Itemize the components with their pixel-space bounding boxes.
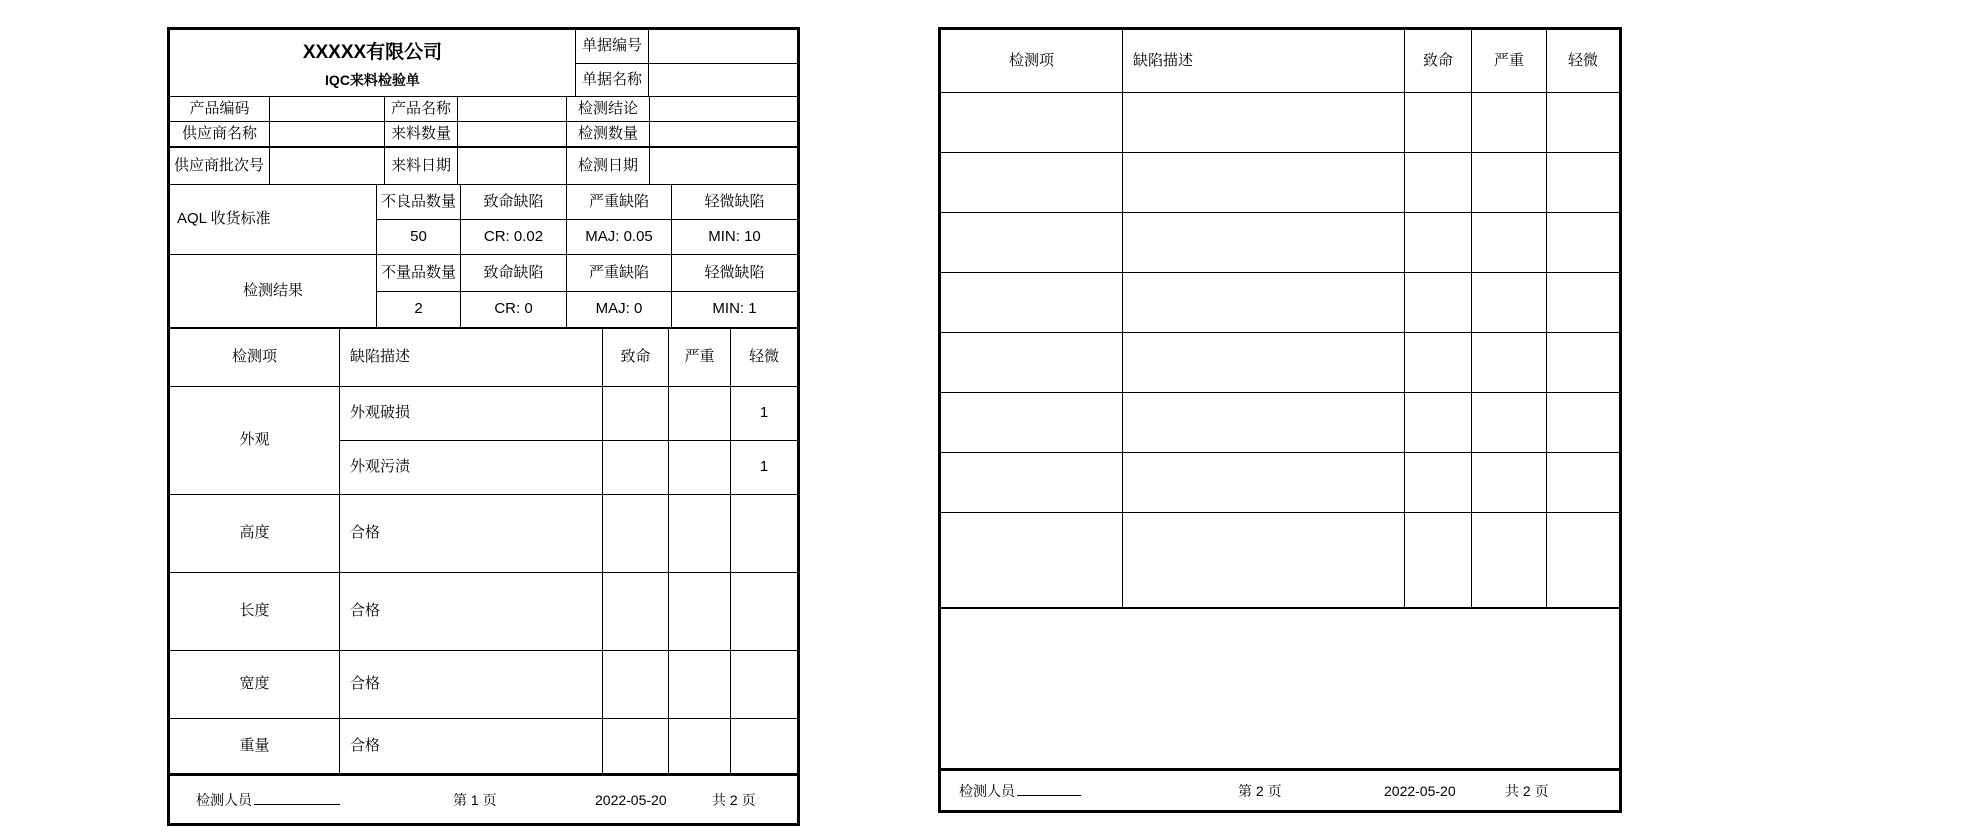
empty-item-cell [941, 213, 1123, 272]
empty-major-cell [1472, 213, 1547, 272]
incoming-date-label: 来料日期 [385, 148, 458, 184]
empty-item-cell [941, 153, 1123, 212]
critical-count [603, 495, 669, 572]
result-minor-value: MIN: 1 [712, 300, 757, 317]
inspect-conclusion-value [650, 97, 797, 121]
incoming-qty-label: 来料数量 [385, 122, 458, 146]
empty-critical-cell [1405, 393, 1472, 452]
form-title: IQC来料检验单 [325, 71, 420, 88]
major-count [669, 387, 731, 440]
product-name-value [458, 97, 567, 121]
empty-minor-cell [1547, 93, 1619, 152]
inspect-conclusion-label: 检测结论 [567, 97, 650, 121]
inspect-date-value [650, 148, 797, 184]
critical-count [603, 441, 669, 494]
page-number: 第 1 页 [453, 791, 497, 808]
page-number: 第 2 页 [1238, 782, 1282, 799]
doc-no-label: 单据编号 [576, 30, 649, 63]
aql-minor-value: MIN: 10 [708, 227, 761, 245]
result-defect-qty-header: 不量品数量 [377, 255, 461, 291]
defect-desc: 合格 [340, 719, 603, 773]
detail-header-minor: 轻微 [748, 348, 779, 366]
detail-header-row [941, 30, 1619, 93]
signature-line [254, 791, 340, 804]
footer-date: 2022-05-20 [1384, 782, 1456, 799]
empty-item-cell [941, 393, 1123, 452]
minor-count [731, 573, 797, 650]
result-section [170, 255, 797, 329]
result-major-header: 严重缺陷 [567, 255, 672, 291]
minor-count: 1 [759, 458, 769, 476]
empty-desc-cell [1123, 393, 1405, 452]
total-pages: 共 2 页 [712, 791, 756, 808]
major-count [669, 495, 731, 572]
empty-major-cell [1472, 93, 1547, 152]
detail-header-row [170, 329, 797, 387]
detail-group-weight [170, 719, 797, 773]
empty-desc-cell [1123, 453, 1405, 512]
product-code-value [270, 97, 385, 121]
inspect-qty-value [650, 122, 797, 146]
inspector-signature [196, 790, 340, 810]
table-row [941, 273, 1619, 333]
defect-desc: 合格 [340, 573, 603, 650]
empty-minor-cell [1547, 513, 1619, 607]
detail-header-major: 严重 [669, 329, 731, 386]
inspect-qty-label: 检测数量 [567, 122, 650, 146]
table-row [941, 213, 1619, 273]
aql-section-label: AQL 收货标准 [170, 185, 377, 254]
empty-desc-cell [1123, 153, 1405, 212]
title-block [170, 30, 797, 97]
defect-desc: 外观污渍 [340, 441, 603, 494]
doc-name-value [649, 64, 797, 97]
aql-section [170, 185, 797, 255]
result-major-value: MAJ: 0 [567, 292, 672, 328]
empty-minor-cell [1547, 333, 1619, 392]
empty-major-cell [1472, 393, 1547, 452]
empty-item-cell [941, 93, 1123, 152]
empty-desc-cell [1123, 273, 1405, 332]
detail-header-desc: 缺陷描述 [1123, 30, 1405, 92]
empty-item-cell [941, 453, 1123, 512]
empty-item-cell [941, 273, 1123, 332]
inspector-label: 检测人员 [959, 782, 1015, 799]
empty-major-cell [1472, 153, 1547, 212]
signature-line [1017, 782, 1081, 795]
empty-critical-cell [1405, 273, 1472, 332]
table-row [941, 93, 1619, 153]
inspector-signature [959, 781, 1081, 801]
empty-desc-cell [1123, 513, 1405, 607]
detail-header-major: 严重 [1472, 30, 1547, 92]
supplier-batch-value [270, 148, 385, 184]
table-row [340, 441, 797, 494]
empty-critical-cell [1405, 513, 1472, 607]
critical-count [603, 387, 669, 440]
result-critical-value: CR: 0 [461, 292, 567, 328]
detail-header-item: 检测项 [941, 30, 1123, 92]
detail-header-desc: 缺陷描述 [340, 329, 603, 386]
product-code-label: 产品编码 [170, 97, 270, 121]
incoming-date-value [458, 148, 567, 184]
minor-count [731, 495, 797, 572]
supplier-name-value [270, 122, 385, 146]
inspector-label: 检测人员 [196, 791, 252, 808]
major-count [669, 573, 731, 650]
aql-major-value: MAJ: 0.05 [567, 220, 672, 254]
incoming-qty-value [458, 122, 567, 146]
major-count [669, 651, 731, 718]
empty-item-cell [941, 333, 1123, 392]
footer-date: 2022-05-20 [595, 791, 667, 808]
major-count [669, 441, 731, 494]
aql-critical-value: CR: 0.02 [461, 220, 567, 254]
empty-major-cell [1472, 273, 1547, 332]
empty-desc-cell [1123, 93, 1405, 152]
table-row [941, 333, 1619, 393]
critical-count [603, 651, 669, 718]
aql-defect-qty-value: 50 [377, 220, 461, 254]
detail-item-name: 高度 [170, 495, 340, 572]
empty-critical-cell [1405, 153, 1472, 212]
aql-defect-qty-header: 不良品数量 [377, 185, 461, 219]
aql-minor-header: 轻微缺陷 [704, 192, 765, 210]
defect-desc: 合格 [340, 651, 603, 718]
detail-group-height [170, 495, 797, 573]
supplier-name-label: 供应商名称 [170, 122, 270, 146]
defect-desc: 外观破损 [340, 387, 603, 440]
critical-count [603, 719, 669, 773]
empty-minor-cell [1547, 273, 1619, 332]
aql-critical-header: 致命缺陷 [461, 185, 567, 219]
critical-count [603, 573, 669, 650]
company-name: XXXXX有限公司 [302, 41, 443, 63]
empty-critical-cell [1405, 333, 1472, 392]
doc-no-value [649, 30, 797, 63]
table-row [941, 513, 1619, 609]
empty-minor-cell [1547, 393, 1619, 452]
table-row [941, 153, 1619, 213]
empty-critical-cell [1405, 453, 1472, 512]
empty-critical-cell [1405, 213, 1472, 272]
result-defect-qty-value: 2 [377, 292, 461, 328]
detail-group-appearance [170, 387, 797, 495]
minor-count [731, 719, 797, 773]
empty-desc-cell [1123, 213, 1405, 272]
table-row [941, 453, 1619, 513]
result-section-label: 检测结果 [170, 255, 377, 327]
empty-critical-cell [1405, 93, 1472, 152]
minor-count: 1 [759, 404, 769, 422]
major-count [669, 719, 731, 773]
total-pages: 共 2 页 [1505, 782, 1549, 799]
detail-header-minor: 轻微 [1567, 51, 1598, 69]
info-row-batch [170, 148, 797, 185]
detail-item-name: 重量 [170, 719, 340, 773]
minor-count [731, 651, 797, 718]
detail-header-item: 检测项 [170, 329, 340, 386]
result-minor-header: 轻微缺陷 [704, 263, 765, 281]
inspect-date-label: 检测日期 [567, 148, 650, 184]
info-row-product [170, 97, 797, 122]
info-row-supplier [170, 122, 797, 148]
detail-item-name: 外观 [170, 387, 340, 494]
empty-major-cell [1472, 333, 1547, 392]
detail-item-name: 长度 [170, 573, 340, 650]
blank-region [941, 609, 1619, 768]
empty-major-cell [1472, 513, 1547, 607]
doc-name-label: 单据名称 [576, 64, 649, 97]
empty-major-cell [1472, 453, 1547, 512]
detail-item-name: 宽度 [170, 651, 340, 718]
defect-desc: 合格 [340, 495, 603, 572]
supplier-batch-label: 供应商批次号 [170, 148, 270, 184]
page-footer [941, 768, 1619, 810]
table-row [941, 393, 1619, 453]
empty-minor-cell [1547, 213, 1619, 272]
page-footer [170, 773, 797, 823]
empty-item-cell [941, 513, 1123, 607]
detail-group-width [170, 651, 797, 719]
detail-group-length [170, 573, 797, 651]
empty-desc-cell [1123, 333, 1405, 392]
product-name-label: 产品名称 [385, 97, 458, 121]
table-row [340, 387, 797, 441]
empty-minor-cell [1547, 153, 1619, 212]
detail-header-critical: 致命 [603, 329, 669, 386]
aql-major-header: 严重缺陷 [567, 185, 672, 219]
page-1 [167, 27, 800, 826]
result-critical-header: 致命缺陷 [461, 255, 567, 291]
detail-header-critical: 致命 [1405, 30, 1472, 92]
empty-minor-cell [1547, 453, 1619, 512]
page-2 [938, 27, 1622, 813]
